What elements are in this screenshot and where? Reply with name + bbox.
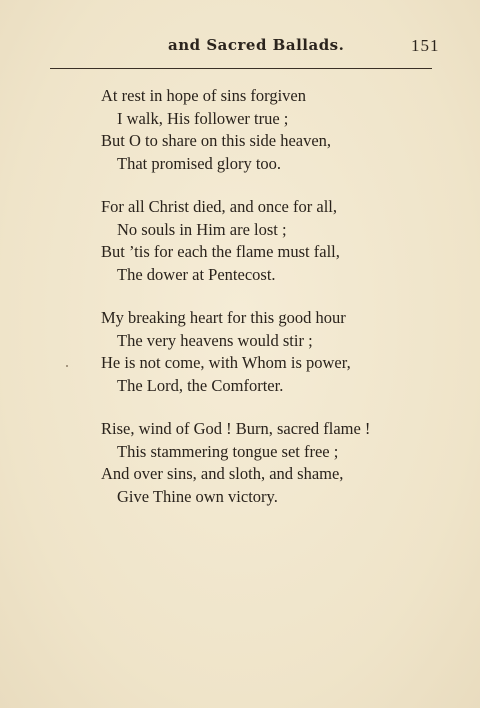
- verse-line: I walk, His follower true ;: [117, 108, 289, 128]
- stanza-1: [101, 85, 331, 176]
- verse-line: And over sins, and sloth, and shame,: [101, 464, 344, 484]
- verse-line: The very heavens would stir ;: [117, 330, 313, 350]
- verse-line: But ’tis for each the flame must fall,: [101, 242, 340, 262]
- stanza-3: [101, 307, 351, 398]
- verse-line: My breaking heart for this good hour: [101, 308, 346, 327]
- verse-line: He is not come, with Whom is power,: [101, 353, 351, 373]
- verse-line: This stammering tongue set free ;: [117, 441, 339, 461]
- verse-line: That promised glory too.: [117, 154, 282, 174]
- page-number: 151: [411, 36, 440, 55]
- verse-line: The dower at Pentecost.: [117, 265, 276, 285]
- stanza-2: [101, 196, 340, 287]
- running-head: [0, 36, 480, 58]
- verse-line: Rise, wind of God ! Burn, sacred flame !: [101, 419, 371, 438]
- verse-line: But O to share on this side heaven,: [101, 131, 332, 151]
- paper-speck: [66, 365, 68, 367]
- verse-line: At rest in hope of sins forgiven: [101, 86, 307, 105]
- running-title: and Sacred Ballads.: [168, 36, 345, 54]
- stanza-4: [101, 418, 370, 509]
- verse-line: The Lord, the Comforter.: [117, 376, 284, 396]
- verse-line: For all Christ died, and once for all,: [101, 197, 337, 216]
- verse-line: No souls in Him are lost ;: [117, 219, 287, 239]
- header-rule: [50, 68, 432, 69]
- verse-line: Give Thine own victory.: [117, 487, 278, 507]
